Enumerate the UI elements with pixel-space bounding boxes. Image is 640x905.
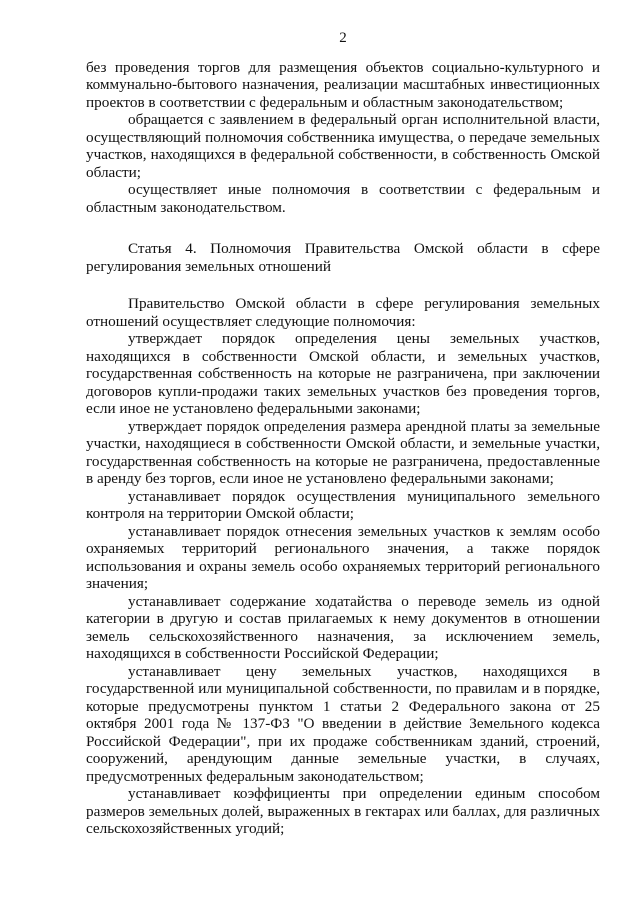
article-item: устанавливает коэффициенты при определении единым способом размеров земельных долей, выраженных в гектарах или баллах, для различных сельскохозяйственных угодий; — [86, 785, 600, 837]
article-item: устанавливает порядок отнесения земельных участков к землям особо охраняемых территорий регионального значения, а также порядок использования и охраны земель особо охраняемых территорий регионального значения; — [86, 522, 600, 592]
article-heading: Статья 4. Полномочия Правительства Омской области в сфере регулирования земельных отношений — [86, 240, 600, 275]
article-item: устанавливает содержание ходатайства о переводе земель из одной категории в другую и состав прилагаемых к нему документов в отношении земель сельскохозяйственного назначения, за исключением земель, находящихся в собственности Российской Федерации; — [86, 592, 600, 662]
document-page — [86, 30, 600, 838]
article-item: утверждает порядок определения размера арендной платы за земельные участки, находящиеся в собственности Омской области, и земельные участки, государственная собственность на которые не разграничена, предоставленные в аренду без торгов, если иное не установлено федеральными законами; — [86, 417, 600, 487]
article-item: утверждает порядок определения цены земельных участков, находящихся в собственности Омской области, и земельных участков, государственная собственность на которые не разграничена, при заключении договоров купли-продажи таких земельных участков без проведения торгов, если иное не установлено федеральными законами; — [86, 330, 600, 417]
page-number: 2 — [339, 30, 347, 46]
intro-paragraph: обращается с заявлением в федеральный орган исполнительной власти, осуществляющий полномочия собственника имущества, о передаче земельных участков, находящихся в федеральной собственности, в собственность Омской области; — [86, 111, 600, 181]
article-intro: Правительство Омской области в сфере регулирования земельных отношений осуществляет следующие полномочия: — [86, 295, 600, 330]
spacer — [86, 216, 600, 240]
article-item: устанавливает порядок осуществления муниципального земельного контроля на территории Омской области; — [86, 487, 600, 522]
intro-paragraph: осуществляет иные полномочия в соответствии с федеральным и областным законодательством. — [86, 181, 600, 216]
spacer — [86, 275, 600, 295]
article-item: устанавливает цену земельных участков, находящихся в государственной или муниципальной собственности, по правилам и в порядке, которые предусмотрены пунктом 1 статьи 2 Федерального закона от 25 октября 2001 года № 137-ФЗ "О введении в действие Земельного кодекса Российской Федерации", при их продаже собственникам зданий, строений, сооружений, арендующим данные земельные участки, в случаях, предусмотренных федеральным законодательством; — [86, 662, 600, 785]
intro-paragraph-continuation: без проведения торгов для размещения объектов социально-культурного и коммунально-бытового назначения, реализации масштабных инвестиционных проектов в соответствии с федеральным и областным законодательством; — [86, 58, 600, 111]
